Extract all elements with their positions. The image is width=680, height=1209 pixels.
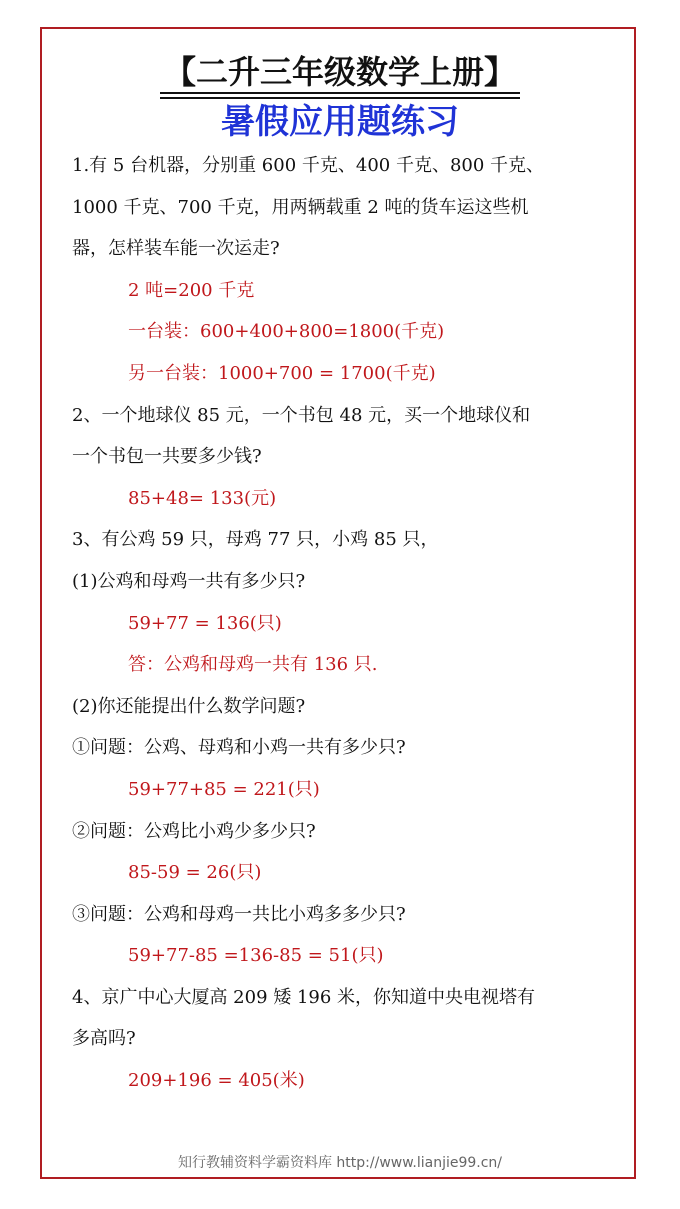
question-line: ①问题：公鸡、母鸡和小鸡一共有多少只? [72,737,406,759]
question-line: 一个书包一共要多少钱? [72,446,262,468]
answer-line: 59+77-85 =136-85 = 51(只) [128,945,384,967]
question-line: 器，怎样装车能一次运走? [72,238,280,260]
answer-line: 85-59 = 26(只) [128,862,262,884]
page-title-text: 【二升三年级数学上册】 [160,52,520,94]
problem-list [72,145,612,1102]
question-line: ③问题：公鸡和母鸡一共比小鸡多多少只? [72,903,406,925]
question-line: 1000 千克、700 千克，用两辆载重 2 吨的货车运这些机 [72,196,529,218]
answer-line: 2 吨=200 千克 [128,279,255,301]
page-subtitle: 暑假应用题练习 [221,102,459,142]
answer-line: 59+77 = 136(只) [128,612,282,634]
answer-line: 一台装：600+400+800=1800(千克) [128,321,445,343]
footer-source: 知行教辅资料学霸资料库 http://www.lianjie99.cn/ [177,1155,503,1171]
question-line: (2)你还能提出什么数学问题? [72,695,306,717]
question-line: 1.有 5 台机器，分别重 600 千克、400 千克、800 千克、 [72,155,545,176]
answer-line: 209+196 = 405(米) [128,1070,305,1092]
page-title [0,52,680,94]
answer-line: 另一台装：1000+700 = 1700(千克) [128,362,436,384]
question-line: ②问题：公鸡比小鸡少多少只? [72,820,316,842]
question-line: 2、一个地球仪 85 元，一个书包 48 元，买一个地球仪和 [72,404,531,426]
question-line: 4、京广中心大厦高 209 矮 196 米，你知道中央电视塔有 [72,986,536,1008]
answer-line: 85+48= 133(元) [128,487,277,509]
answer-line: 59+77+85 = 221(只) [128,778,320,800]
question-line: 多高吗? [72,1028,136,1050]
answer-line: 答：公鸡和母鸡一共有 136 只. [128,654,378,676]
question-line: 3、有公鸡 59 只，母鸡 77 只，小鸡 85 只， [72,529,439,551]
question-line: (1)公鸡和母鸡一共有多少只? [72,570,306,592]
